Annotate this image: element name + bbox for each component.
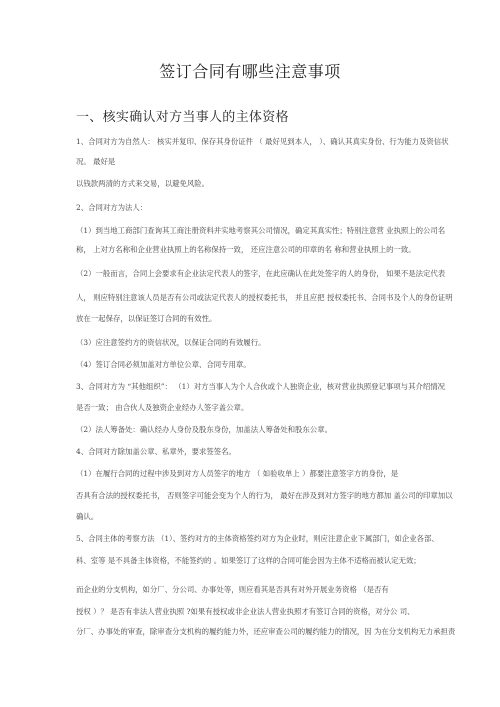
body-line: 称， 上对方名称和企业营业执照上的名称保持一致， 还应注意公司的印章的名 称和营业执照上的一致。 [76,245,416,254]
body-line: 2、合同对方为法人： [76,203,148,212]
body-line: （2）法人筹备处：确认经办人身份及股东身份，加盖法人筹备处和股东公章。 [76,425,332,434]
body-line: 况。 最好是 [76,157,116,166]
body-line: 放在一起保存，以保证签订合同的有效性。 [76,314,217,323]
body-line: （1）到当地工商部门查询其工商注册资料并实地考察其公司情况，确定其真实性；特别注意营 业执照上的公司名 [76,226,446,235]
body-line: 3、合同对方为 “其他组织”： （1）对方当事人为个人合伙或个人独资企业，核对营业执照登记事项与其介绍情况 [76,382,446,391]
body-line: （4）签订合同必须加盖对方单位公章、合同专用章。 [76,360,251,369]
body-line: 1、合同对方为自然人： 核实并复印、保存其身份证件 （ 最好见到本人， ）、确认其真实身份、行为能力及资信状 [76,137,449,146]
body-line: 是否一致； 由合伙人及独资企业经办人签字盖公章。 [76,403,249,412]
body-line: （1）在履行合同的过程中涉及到对方人员签字的地方 （ 如验收单上 ）都要注意签字方的身份，是 [76,469,399,478]
body-line: （2）一般而言，合同上会要求有企业法定代表人的签字，在此应确认在此处签字的人的身份， 如果不是法定代表 [76,269,446,278]
body-line: 人， 则应特别注意该人员是否有公司或法定代表人的授权委托书， 并且应把 授权委托书、合同书及个人的身份证明 [76,293,453,302]
page-title: 签订合同有哪些注意事项 [159,62,341,81]
body-line: 授权 ）？ 是否有非法人营业执照 ?如果有授权或非企业法人营业执照才有签订合同的资格，对分公 司、 [76,607,415,616]
body-line: 分厂、办事处的审查，除审查分支机构的履约能力外，还应审查公司的履约能力的情况，因 为在分支机构无力承担责 [76,627,456,636]
section-heading: 一、核实确认对方当事人的主体资格 [76,110,289,125]
body-line: 以钱款两清的方式来交易，以避免风险。 [76,179,210,188]
body-line: 而企业的分支机构，如分厂、分公司、办事处等，则应看其是否具有对外开展业务资格 （是否有 [76,585,389,594]
body-line: （3）应注意签约方的资信状况，以保证合同的有效履行。 [76,338,266,347]
body-line: 否具有合法的授权委托书， 否则签字可能会变为个人的行为， 最好在涉及到对方签字的地方都加 盖公司的印章加以 [76,491,453,500]
body-line: 科、室等 是不具备主体资格，不能签约的 。如果签订了这样的合同可能会因为主体不适格而被认定无效； [76,556,421,565]
body-line: 4、合同对方除加盖公章、私章外，要求签签名。 [76,447,236,456]
body-line: 确认。 [76,512,99,521]
body-line: 5、合同主体的考察方法 （1）、签约对方的主体资格签约对方为企业时，则应注意企业下属部门，如企业各部、 [76,534,439,543]
